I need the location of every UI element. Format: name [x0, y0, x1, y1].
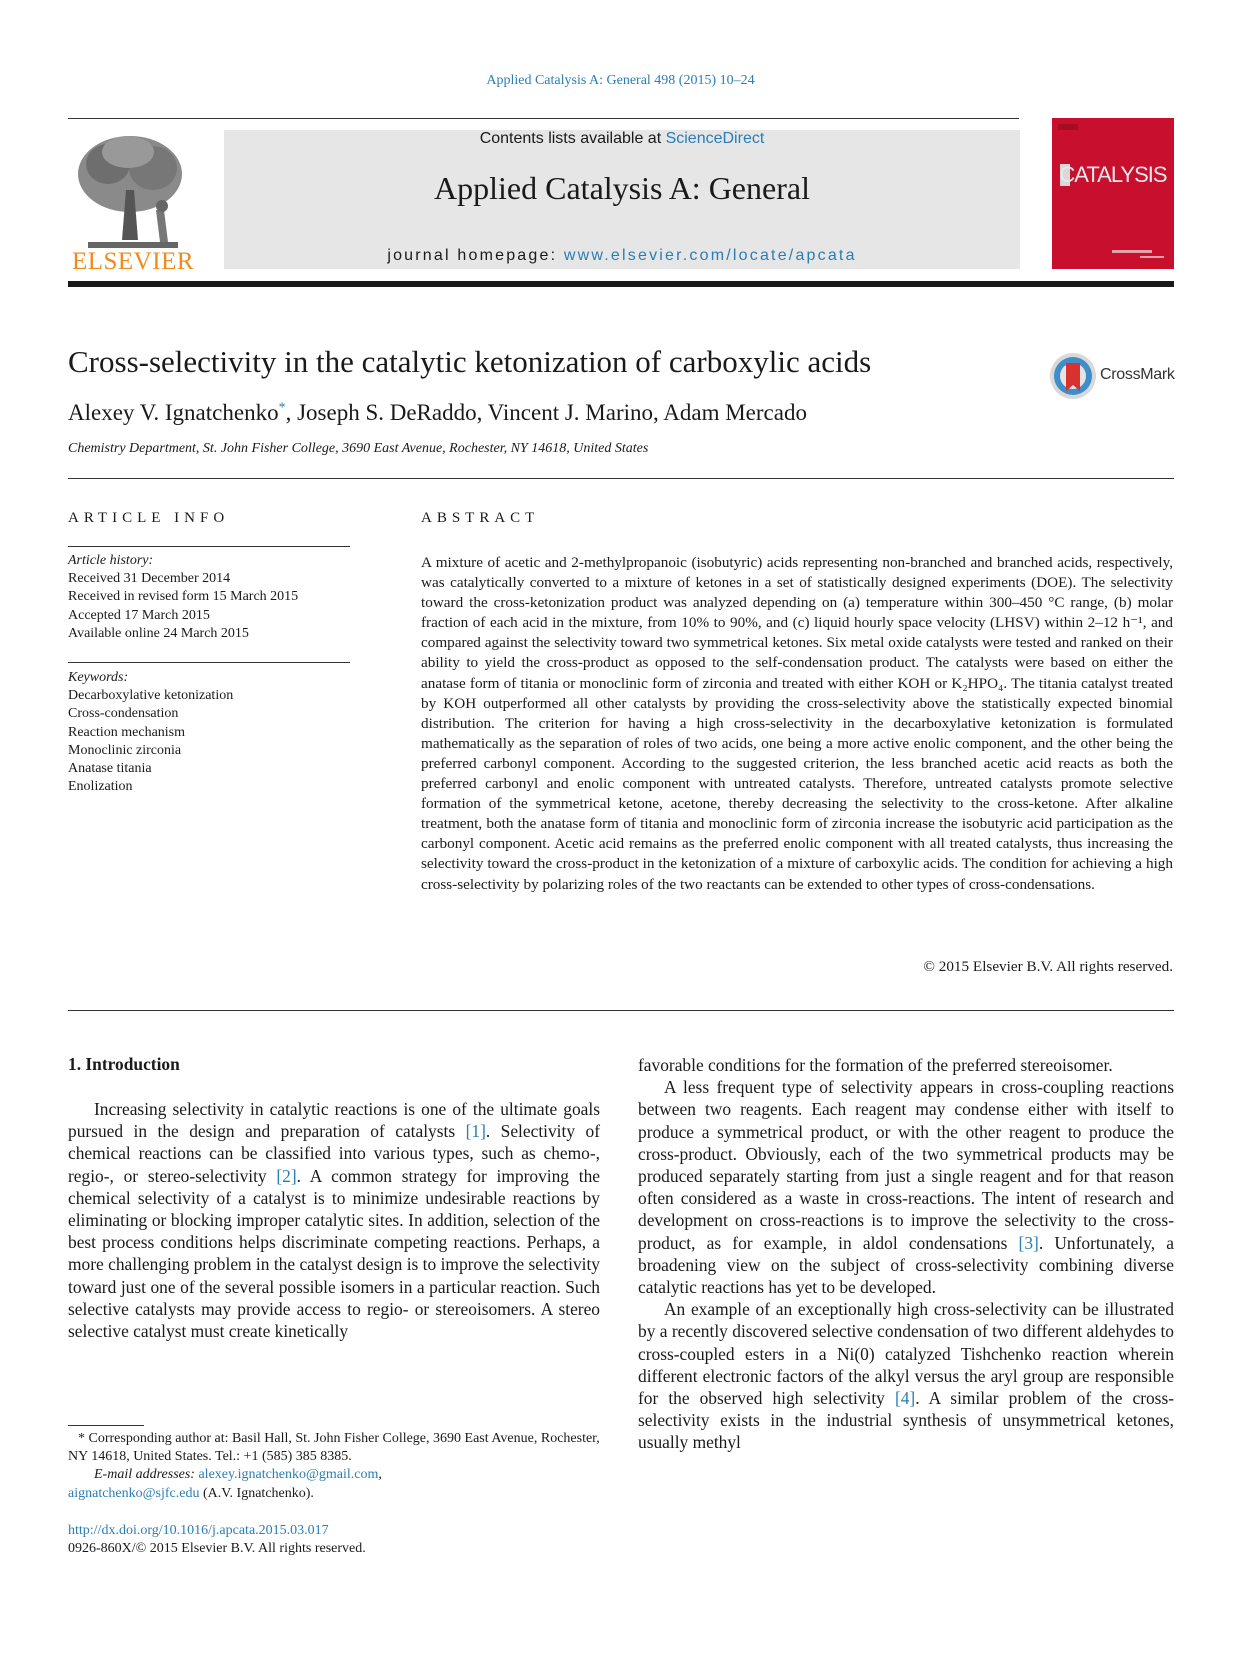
journal-citation[interactable]: Applied Catalysis A: General 498 (2015) 10–24 — [486, 73, 755, 88]
ref-2[interactable]: [2] — [276, 1165, 297, 1186]
left-column — [68, 1098, 600, 1342]
keyword: Cross-condensation — [68, 706, 179, 722]
contents-line — [224, 130, 1020, 148]
author-corresponding: Alexey V. Ignatchenko — [68, 400, 279, 425]
header-rule — [68, 118, 1019, 119]
crossmark-icon — [1048, 351, 1098, 401]
keyword: Monoclinic zirconia — [68, 742, 182, 758]
journal-title: Applied Catalysis A: General — [434, 170, 810, 206]
ref-1[interactable]: [1] — [465, 1121, 486, 1142]
elsevier-wordmark: ELSEVIER — [71, 248, 195, 275]
contents-prefix: Contents lists available at — [479, 130, 666, 147]
right-column — [638, 1054, 1174, 1454]
history-accepted: Accepted 17 March 2015 — [68, 607, 210, 623]
sciencedirect-link[interactable]: ScienceDirect — [665, 130, 765, 147]
affiliation: Chemistry Department, St. John Fisher College, 3690 East Avenue, Rochester, NY 14618, United States — [68, 441, 649, 456]
keyword: Reaction mechanism — [68, 724, 186, 740]
journal-banner — [224, 130, 1020, 269]
text-run: . A similar problem of the cross-selectivity exists in the industrial synthesis of unsymmetrical ketones, usually methyl — [638, 1388, 1175, 1453]
doi-block — [68, 1522, 366, 1558]
article-history — [68, 552, 298, 643]
article-info-rule-1 — [68, 546, 350, 547]
keywords — [68, 669, 233, 796]
email-link-1[interactable]: alexey.ignatchenko@gmail.com — [198, 1467, 379, 1483]
title-rule — [68, 478, 1174, 479]
author-list — [68, 400, 807, 426]
footnote-text: Corresponding author at: Basil Hall, St. John Fisher College, 3690 East Avenue, Rochester, NY 14618, United States. Tel.: +1 (585) 385 8385. — [68, 1431, 600, 1465]
history-label: Article history: — [68, 553, 154, 568]
email-separator: , — [378, 1467, 382, 1483]
email-link-2[interactable]: aignatchenko@sjfc.edu — [68, 1485, 200, 1501]
history-received: Received 31 December 2014 — [68, 571, 231, 587]
footnote-mark: * — [78, 1431, 85, 1446]
homepage-link[interactable]: www.elsevier.com/locate/apcata — [563, 247, 857, 264]
author-others: , Joseph S. DeRaddo, Vincent J. Marino, Adam Mercado — [285, 400, 807, 425]
footnote-rule — [68, 1425, 144, 1426]
doi-link[interactable]: http://dx.doi.org/10.1016/j.apcata.2015.03.017 — [68, 1523, 329, 1538]
issn-line: 0926-860X/© 2015 Elsevier B.V. All rights reserved. — [68, 1541, 366, 1557]
text-run: A less frequent type of selectivity appears in cross-coupling reactions between two reagents. Each reagent may condense either with itself to produce a symmetrical product, or with the other reagent to produce the cross-product. Obviously, each of the two symmetrical products may be produced separately starting from just a single reagent and for that reason often considered as a waste in cross-reactions. The intent of research and development on cross-reactions is to improve the selectivity to the cross-product, as for example, in aldol condensations — [638, 1077, 1174, 1253]
intro-paragraph-2 — [638, 1076, 1174, 1298]
intro-paragraph-cont: favorable conditions for the formation of the preferred stereoisomer. — [638, 1055, 1113, 1075]
section-heading-introduction: 1. Introduction — [68, 1054, 180, 1074]
email-owner: (A.V. Ignatchenko). — [199, 1485, 314, 1501]
text-run: . Selectivity of chemical reactions can be classified into various types, such as chemo-, regio-, or stereo-selectivity — [68, 1121, 600, 1186]
keyword: Enolization — [68, 779, 133, 795]
article-info-rule-2 — [68, 662, 350, 663]
journal-homepage-line — [224, 247, 1020, 265]
header-thick-rule — [68, 281, 1174, 287]
history-revised: Received in revised form 15 March 2015 — [68, 589, 299, 605]
article-title: Cross-selectivity in the catalytic ketonization of carboxylic acids — [68, 344, 872, 379]
keyword: Decarboxylative ketonization — [68, 688, 234, 704]
abstract-copyright: © 2015 Elsevier B.V. All rights reserved. — [923, 958, 1173, 975]
text-run: Increasing selectivity in catalytic reactions is one of the ultimate goals pursued in the design and preparation of catalysts — [68, 1099, 600, 1142]
ref-4[interactable]: [4] — [894, 1388, 916, 1409]
corresponding-footnote — [68, 1430, 600, 1503]
text-run: . A common strategy for improving the chemical selectivity of a catalyst is to minimize undesirable reactions by eliminating or blocking improper catalytic sites. In addition, selection of the best process conditions helps discriminate competing reactions. Perhaps, a more challenging problem in the catalyst design is to improve the selectivity toward just one of the several possible isomers in a particular reaction. Such selective catalysts may provide access to regio- or stereoisomers. A stereo selective catalyst must create kinetically — [68, 1165, 600, 1342]
keyword: Anatase titania — [68, 761, 152, 777]
abstract-text: A mixture of acetic and 2-methylpropanoic (isobutyric) acids representing non-branched and branched acids, respectively, was catalytically converted to a mixture of ketones in a set of statistically designed experiments (DOE). The selectivity toward the cross-ketonization product was analyzed depending on (a) temperature within 300–450 °C range, (b) molar fraction of each acid in the mixture, from 10% to 90%, and (c) liquid hourly space velocity (LHSV) within 2–12 h⁻¹, and compared against the selectivity toward two symmetrical ketones. Six metal oxide catalysts were tested and ranked on their ability to yield the cross-product as opposed to the self-condensation product. The catalysts were based on either the anatase form of titania or monoclinic form of zirconia and treated with either KOH or K₂HPO₄. The titania catalyst treated by KOH outperformed all other catalysts by providing the cross-selectivity above the statistically expected binomial distribution. The criterion for having a high cross-selectivity in the decarboxylative ketonization is formulated mathematically as the separation of roles of two acids, one being a more active enolic component, and the other being the preferred carbonyl component. According to the suggested criterion, the less branched acetic acid reacts as both the preferred carbonyl and enolic component with untreated catalysts. Therefore, untreated catalysts promote selective formation of the symmetrical ketone, acetone, thereby decreasing the selectivity to the cross-ketone. After alkaline treatment, both the anatase form of titania and monoclinic form of zirconia increase the isobutyric acid participation as the carbonyl component. Acetic acid remains as the preferred enolic component with all treated catalysts, thus increasing the selectivity toward the cross-product in the ketonization of a mixture of carboxylic acids. The condition for achieving a high cross-selectivity by polarizing roles of the two reactants can be extended to other types of cross-condensations. — [421, 554, 1173, 893]
ref-3[interactable]: [3] — [1018, 1232, 1039, 1253]
history-online: Available online 24 March 2015 — [68, 625, 249, 641]
keywords-label: Keywords: — [68, 670, 129, 685]
abstract-heading: ABSTRACT — [421, 510, 540, 526]
abstract-rule — [68, 1010, 1174, 1011]
text-run: An example of an exceptionally high cross-selectivity can be illustrated by a recently discovered selective condensation of two different aldehydes to cross-coupled esters in a Ni(0) catalyzed Tishchenko reaction wherein different electronic factors of the alkyl versus the aryl group are responsible for the observed high selectivity — [638, 1299, 1174, 1409]
intro-paragraph-3 — [638, 1298, 1174, 1453]
cover-title: CATALYSIS — [1059, 162, 1167, 187]
journal-cover — [1052, 118, 1174, 269]
corresponding-mark[interactable]: * — [278, 400, 286, 416]
email-label: E-mail addresses: — [94, 1467, 199, 1483]
text-run: . Unfortunately, a broadening view on the subject of cross-selectivity combining diverse catalytic reactions has yet to be developed. — [638, 1232, 1175, 1298]
intro-paragraph-1 — [68, 1098, 600, 1342]
crossmark-label[interactable]: CrossMark — [1100, 366, 1175, 383]
article-info-heading: ARTICLE INFO — [68, 510, 230, 526]
homepage-prefix: journal homepage: — [387, 247, 564, 264]
